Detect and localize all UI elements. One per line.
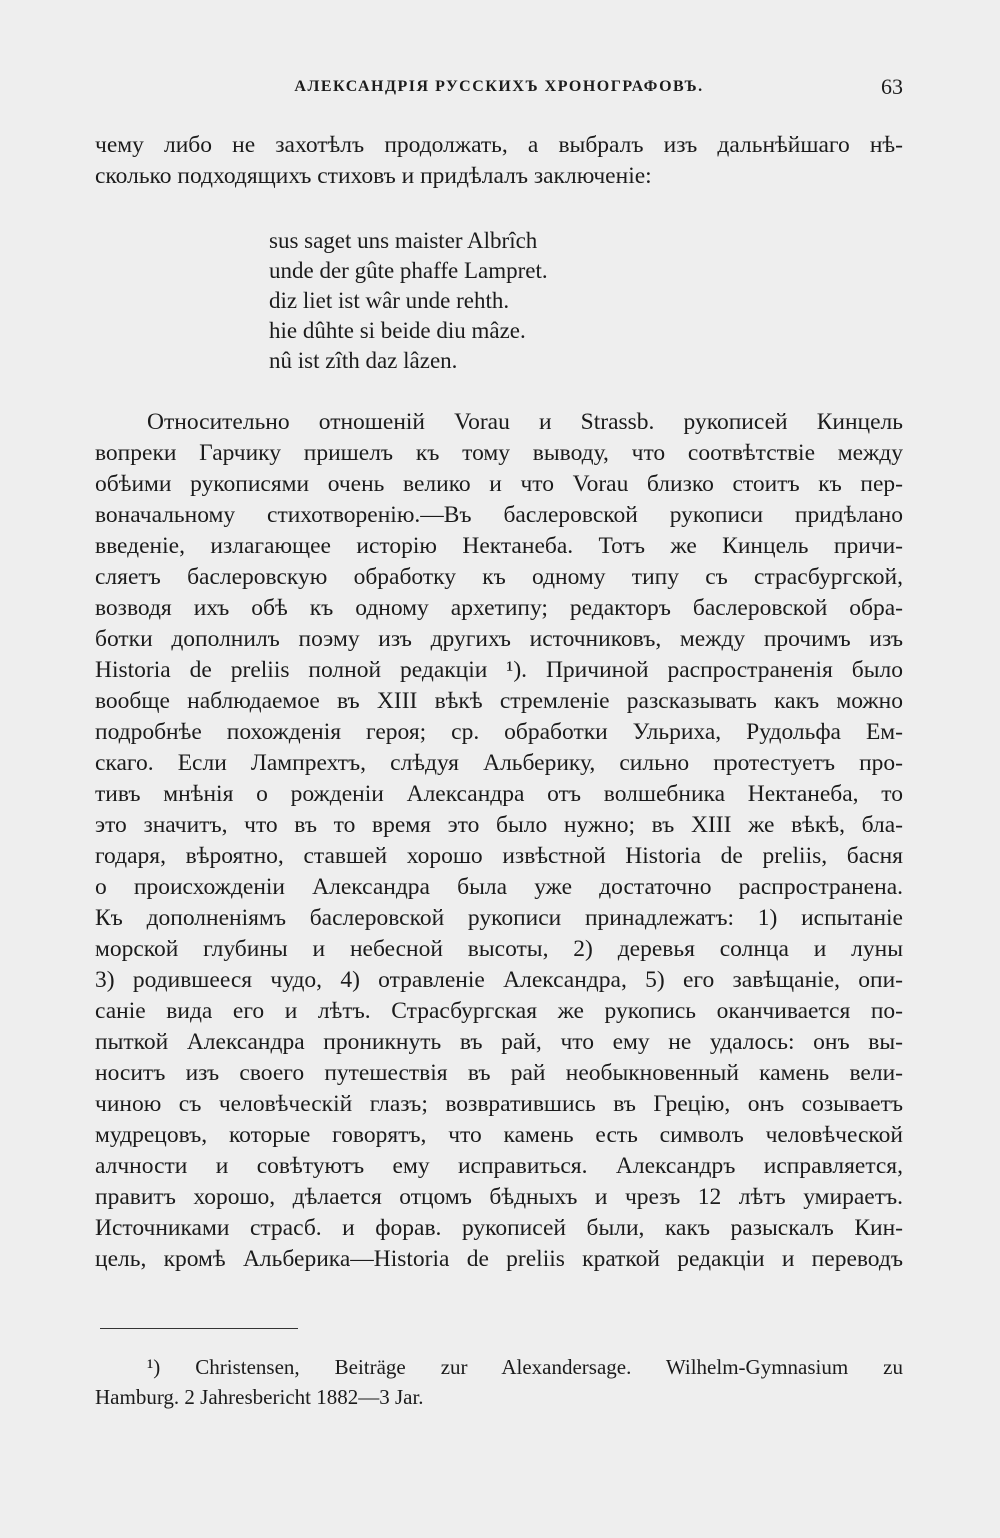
text-line: морской глубины и небесной высоты, 2) деревья солнца и луны	[95, 936, 903, 962]
text-line: скаго. Если Лампрехтъ, слѣдуя Альберику, сильно протестуетъ про-	[95, 750, 903, 776]
text-line: правитъ хорошо, дѣлается отцомъ бѣдныхъ и чрезъ 12 лѣтъ умираетъ.	[95, 1184, 903, 1210]
text-line: носитъ изъ своего путешествія въ рай необыкновенный камень вели-	[95, 1060, 903, 1086]
text-line: тивъ мнѣнія о рожденіи Александра отъ волшебника Нектанеба, то	[95, 781, 903, 807]
footnote-line: ¹) Christensen, Beiträge zur Alexandersage. Wilhelm-Gymnasium zu	[147, 1355, 903, 1379]
text-line: мудрецовъ, которые говорятъ, что камень есть символъ человѣческой	[95, 1122, 903, 1148]
running-head: АЛЕКСАНДРІЯ РУССКИХЪ ХРОНОГРАФОВЪ.	[294, 78, 704, 95]
verse-quote	[269, 226, 689, 376]
footnote	[95, 1352, 903, 1412]
text-line: введеніе, излагающее исторію Нектанеба. Тотъ же Кинцель причи-	[95, 533, 903, 559]
text-line: 3) родившееся чудо, 4) отравленіе Александра, 5) его завѣщаніе, опи-	[95, 967, 903, 993]
text-line: обѣими рукописями очень велико и что Vorau близко стоитъ къ пер-	[95, 471, 903, 497]
page-header	[95, 74, 903, 108]
verse-line: diz liet ist wâr unde rehth.	[269, 288, 510, 313]
text-line: саніе вида его и лѣтъ. Страсбургская же рукопись оканчивается по-	[95, 998, 903, 1024]
verse-line: hie dûhte si beide diu mâze.	[269, 318, 526, 343]
text-line: вообще наблюдаемое въ XIII вѣкѣ стремленіе разсказывать какъ можно	[95, 688, 903, 714]
text-line: сколько подходящихъ стиховъ и придѣлалъ заключеніе:	[95, 163, 652, 189]
verse-line: unde der gûte phaffe Lampret.	[269, 258, 548, 283]
text-line: возводя ихъ обѣ къ одному архетипу; редакторъ баслеровской обра-	[95, 595, 903, 621]
text-line: Относительно отношеній Vorau и Strassb. рукописей Кинцель	[147, 409, 903, 435]
text-line: чиною съ человѣческій глазъ; возвратившись въ Грецію, онъ созываетъ	[95, 1091, 903, 1117]
footnote-line: Hamburg. 2 Jahresbericht 1882—3 Jar.	[95, 1385, 424, 1409]
text-line: цель, кромѣ Альберика—Historia de preliis краткой редакціи и переводъ	[95, 1246, 903, 1272]
text-line: о происхожденіи Александра была уже достаточно распространена.	[95, 874, 903, 900]
page-number: 63	[881, 74, 903, 99]
text-line: это значитъ, что въ то время это было нужно; въ XIII же вѣкѣ, бла-	[95, 812, 903, 838]
text-line: годаря, вѣроятно, ставшей хорошо извѣстной Historia de preliis, басня	[95, 843, 903, 869]
footnote-divider	[100, 1328, 298, 1329]
text-line: алчности и совѣтуютъ ему исправиться. Александръ исправляется,	[95, 1153, 903, 1179]
intro-paragraph	[95, 130, 903, 192]
main-paragraph	[95, 407, 903, 1275]
verse-line: nû ist zîth daz lâzen.	[269, 348, 458, 373]
text-line: подробнѣе похожденія героя; ср. обработки Ульриха, Рудольфа Ем-	[95, 719, 903, 745]
text-line: Historia de preliis полной редакціи ¹). Причиной распространенія было	[95, 657, 903, 683]
text-line: воначальному стихотворенію.—Въ баслеровской рукописи придѣлано	[95, 502, 903, 528]
text-line: пыткой Александра проникнуть въ рай, что ему не удалось: онъ вы-	[95, 1029, 903, 1055]
text-line: ботки дополнилъ поэму изъ другихъ источниковъ, между прочимъ изъ	[95, 626, 903, 652]
verse-line: sus saget uns maister Albrîch	[269, 228, 538, 253]
text-line: чему либо не захотѣлъ продолжать, а выбралъ изъ дальнѣйшаго нѣ-	[95, 132, 903, 158]
text-line: сляетъ баслеровскую обработку къ одному типу съ страсбургской,	[95, 564, 903, 590]
text-line: вопреки Гарчику пришелъ къ тому выводу, что соотвѣтствіе между	[95, 440, 903, 466]
text-line: Источниками страсб. и форав. рукописей были, какъ разыскалъ Кин-	[95, 1215, 903, 1241]
text-line: Къ дополненіямъ баслеровской рукописи принадлежатъ: 1) испытаніе	[95, 905, 903, 931]
